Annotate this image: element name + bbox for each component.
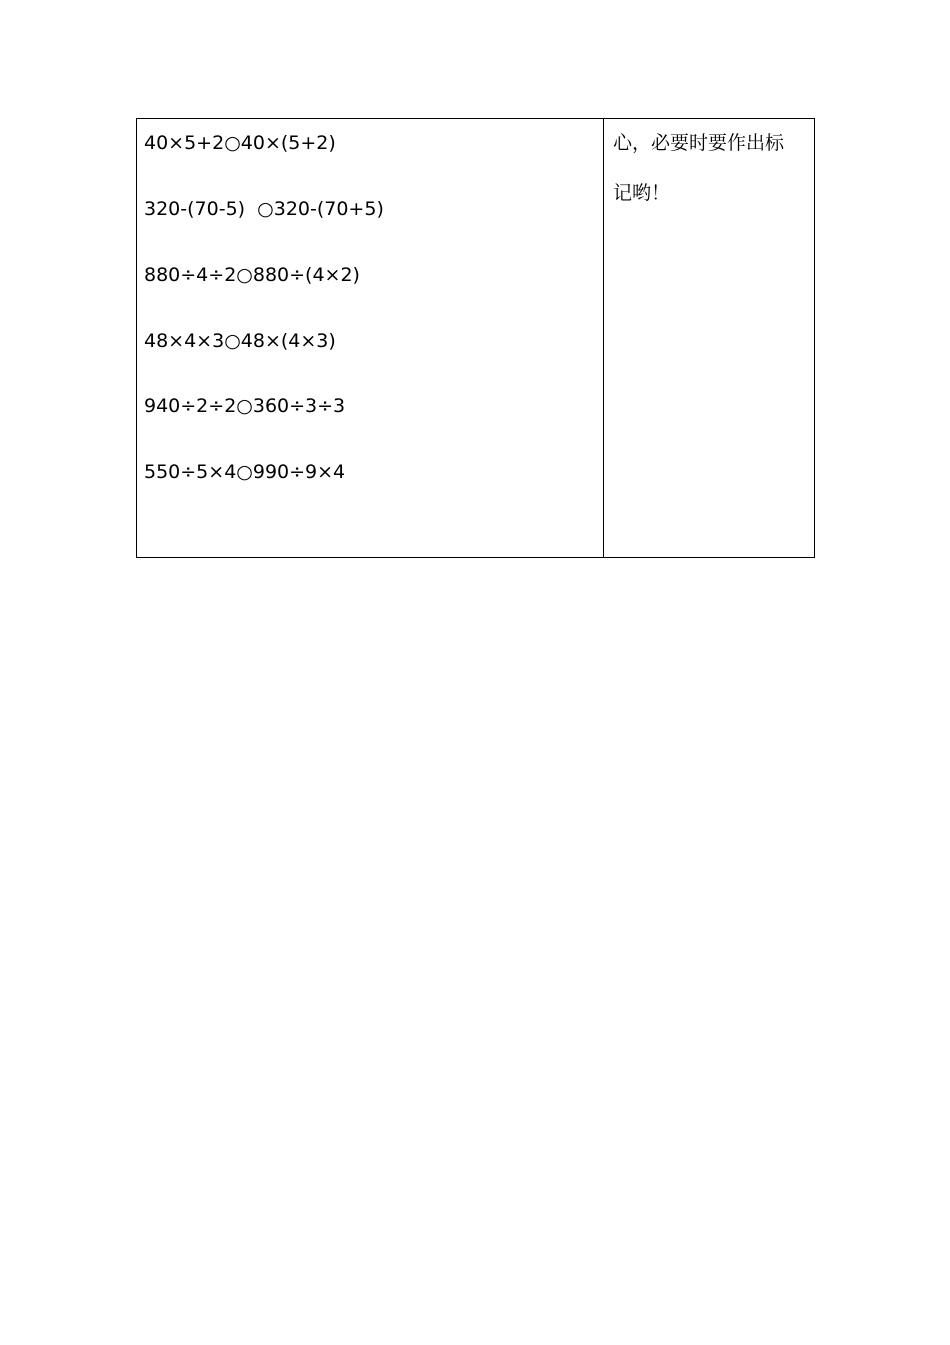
comparison-row-4: 48×4×3○48×(4×3)	[144, 330, 336, 352]
tip-text-line-2: 记哟！	[613, 182, 671, 204]
comparison-row-6: 550÷5×4○990÷9×4	[144, 461, 346, 483]
comparison-row-3: 880÷4÷2○880÷(4×2)	[144, 264, 360, 286]
comparison-row-2: 320-(70-5) ○320-(70+5)	[144, 198, 384, 220]
comparison-cell	[137, 119, 604, 557]
comparison-row-5: 940÷2÷2○360÷3÷3	[144, 395, 346, 417]
tip-text-line-1: 心，必要时要作出标	[613, 132, 785, 154]
tip-cell	[604, 119, 814, 557]
worksheet-table	[136, 118, 815, 558]
comparison-row-1: 40×5+2○40×(5+2)	[144, 132, 336, 154]
